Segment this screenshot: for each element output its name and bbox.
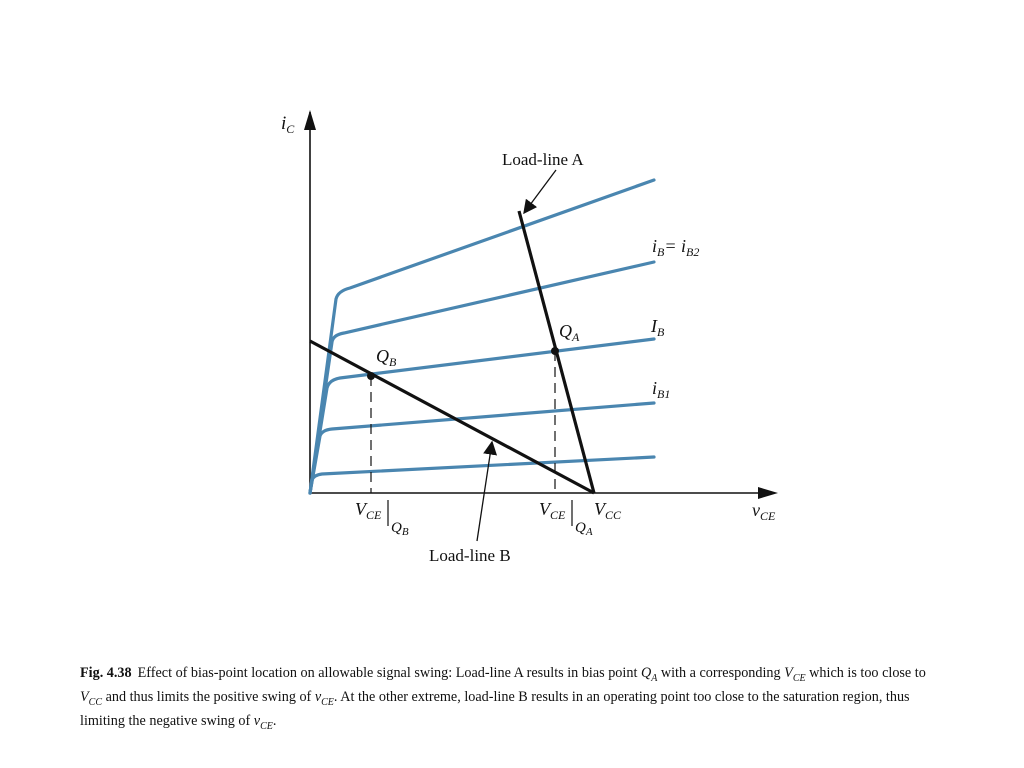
vce-qa-main: $V_{CE}$: [539, 499, 566, 522]
load-line-a-leader: [524, 170, 556, 213]
caption-qa: $Q_A$: [640, 665, 658, 684]
figure-number: Fig. 4.38: [80, 665, 132, 681]
qb-label: $Q_B$: [376, 346, 397, 369]
qb-point: [367, 372, 375, 380]
caption-vcc: $V_{CC}$: [80, 688, 103, 708]
characteristic-curve-2: [310, 403, 654, 493]
caption-text-6: .: [272, 712, 277, 729]
x-axis-label: $v_{CE}$: [752, 500, 776, 523]
characteristic-curves: [310, 180, 654, 493]
caption-text-3: which is too close to: [805, 665, 926, 681]
qa-point: [551, 347, 559, 355]
curve-label-ib1: $i_{B1}$: [652, 378, 671, 401]
caption-text-5: . At the other extreme, load-line B results in an operating point too close to the saturation region, thus limiting the negative swing of: [80, 688, 910, 729]
qa-label: $Q_A$: [559, 321, 580, 344]
load-line-b-leader: [477, 442, 492, 541]
vce-qb-main: $V_{CE}$: [355, 499, 382, 522]
load-line-a-label: Load-line A: [502, 150, 584, 169]
vcc-tick-label: $V_{CC}$: [594, 499, 622, 522]
caption-text-4: and thus limits the positive swing of: [102, 688, 315, 705]
caption-vce-small-2: $v_{CE}$: [253, 712, 273, 732]
characteristic-curve-1: [310, 457, 654, 493]
vce-qb-sub: $Q_B$: [391, 520, 409, 538]
vce-qa-sub: $Q_A$: [575, 520, 593, 538]
caption-vce-small: $v_{CE}$: [314, 688, 334, 708]
caption-text-2: with a corresponding: [657, 665, 785, 681]
y-axis-arrow-icon: [304, 110, 316, 130]
curve-label-ib-eq-ib2: $i_B= i_{B2}$: [652, 236, 700, 259]
load-line-b-label: Load-line B: [429, 546, 511, 565]
caption-text-1: Effect of bias-point location on allowable signal swing: Load-line A results in bias point: [137, 665, 641, 681]
vce-qa-tick-label: [539, 499, 593, 538]
curve-label-IB: $I_B$: [651, 316, 665, 339]
characteristic-curve-5: [310, 180, 654, 493]
vce-qb-tick-label: [0, 0, 409, 538]
x-axis-arrow-icon: [758, 487, 778, 499]
caption-vce: $V_{CE}$: [784, 665, 806, 684]
figure-caption: [80, 664, 940, 735]
y-axis-label: $i_C$: [281, 113, 295, 136]
